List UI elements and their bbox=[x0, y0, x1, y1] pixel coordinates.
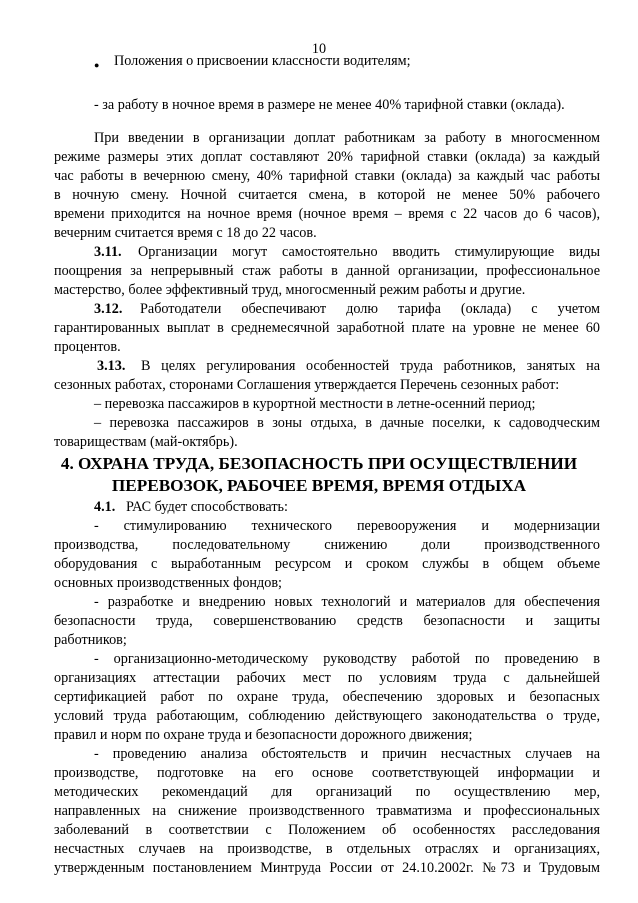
section4-line: сертификацией работ по охране труда, обеспечению здоровых и безопасных bbox=[54, 689, 600, 705]
shift-para-line: час работы в вечернюю смену, 40% тарифной ставки (оклада) за каждый час работы bbox=[54, 168, 600, 184]
clause-line: Работодатели обеспечивают долю тарифа (оклада) с учетом bbox=[140, 301, 600, 317]
section4-line: - разработке и внедрению новых технологий и материалов для обеспечения bbox=[94, 594, 600, 610]
clause-line: процентов. bbox=[54, 339, 121, 355]
shift-para-line: в ночную смену. Ночной считается смена, в которой не менее 50% рабочего bbox=[54, 187, 600, 203]
section-heading: 4. ОХРАНА ТРУДА, БЕЗОПАСНОСТЬ ПРИ ОСУЩЕСТВЛЕНИИ bbox=[60, 454, 578, 473]
clause-line: гарантированных выплат в среднемесячной заработной плате на уровне не менее 60 bbox=[54, 320, 600, 336]
shift-para-line: режиме размеры этих доплат составляют 20% тарифной ставки (оклада) за каждый bbox=[54, 149, 600, 165]
section4-line: - проведению анализа обстоятельств и причин несчастных случаев на bbox=[94, 746, 600, 762]
shift-para-line: времени приходится на ночное время (ночное время – время с 22 часов до 6 часов), bbox=[54, 206, 600, 222]
shift-para-line: вечерним считается время с 18 до 22 часов. bbox=[54, 225, 317, 241]
clause-line: В целях регулирования особенностей труда работников, занятых на bbox=[141, 358, 600, 374]
clause-line: товариществам (май-октябрь). bbox=[54, 434, 238, 450]
clause-number: 3.12. bbox=[94, 301, 123, 317]
clause-number: 3.11. bbox=[94, 244, 122, 260]
clause-line: сезонных работах, сторонами Соглашения утверждается Перечень сезонных работ: bbox=[54, 377, 560, 393]
clause-line: – перевозка пассажиров в курортной местности в летне-осенний период; bbox=[94, 396, 536, 412]
section4-line: - организационно-методическому руководству работой по проведению в bbox=[94, 651, 600, 667]
section4-line: несчастных случаев на производстве, в отдельных отраслях и организациях, bbox=[54, 841, 600, 857]
section4-line: работников; bbox=[54, 632, 127, 648]
section4-line: оборудования с выработанным ресурсом и сроком службы в общем объеме bbox=[54, 556, 600, 572]
shift-para-line: При введении в организации доплат работникам за работу в многосменном bbox=[94, 130, 600, 146]
section4-line: правил и норм по охране труда и безопасности дорожного движения; bbox=[54, 727, 473, 743]
section4-line: производства, последовательному снижению доли производственного bbox=[54, 537, 600, 553]
clause-number: 3.13. bbox=[97, 358, 126, 374]
section4-line: направленных на снижение производственного травматизма и профессиональных bbox=[54, 803, 600, 819]
section4-line: - стимулированию технического перевооружения и модернизации bbox=[94, 518, 600, 534]
clause-line: Организации могут самостоятельно вводить стимулирующие виды bbox=[138, 244, 600, 260]
section4-line: организациях аттестации рабочих мест по условиям труда с дальнейшей bbox=[54, 670, 600, 686]
section4-line: безопасности труда, совершенствованию средств безопасности и защиты bbox=[54, 613, 600, 629]
night-work-line: - за работу в ночное время в размере не менее 40% тарифной ставки (оклада). bbox=[94, 97, 565, 113]
clause-line: мастерство, более эффективный труд, многосменный режим работы и другие. bbox=[54, 282, 526, 298]
section4-line: методических рекомендаций для организаций по осуществлению мер, bbox=[54, 784, 600, 800]
bullet-icon: ● bbox=[94, 60, 100, 70]
section4-line: заболеваний в соответствии с Положением об особенностях расследования bbox=[54, 822, 600, 838]
bullet-item: Положения о присвоении классности водителям; bbox=[114, 53, 411, 69]
clause-line: поощрения за непрерывный стаж работы в данной организации, профессиональное bbox=[54, 263, 600, 279]
page-number: 10 bbox=[311, 41, 327, 57]
section4-line: утвержденным постановлением Минтруда России от 24.10.2002г. №73 и Трудовым bbox=[54, 860, 600, 876]
clause-line: РАС будет способствовать: bbox=[126, 499, 288, 515]
section4-line: производстве, подготовке на его основе соответствующей информации и bbox=[54, 765, 600, 781]
section4-line: условий труда работающим, соблюдению действующего законодательства о труде, bbox=[54, 708, 600, 724]
clause-line: – перевозка пассажиров в зоны отдыха, в дачные поселки, к садоводческим bbox=[94, 415, 600, 431]
section4-line: основных производственных фондов; bbox=[54, 575, 282, 591]
section-heading: ПЕРЕВОЗОК, РАБОЧЕЕ ВРЕМЯ, ВРЕМЯ ОТДЫХА bbox=[111, 476, 527, 495]
clause-number: 4.1. bbox=[94, 499, 116, 515]
